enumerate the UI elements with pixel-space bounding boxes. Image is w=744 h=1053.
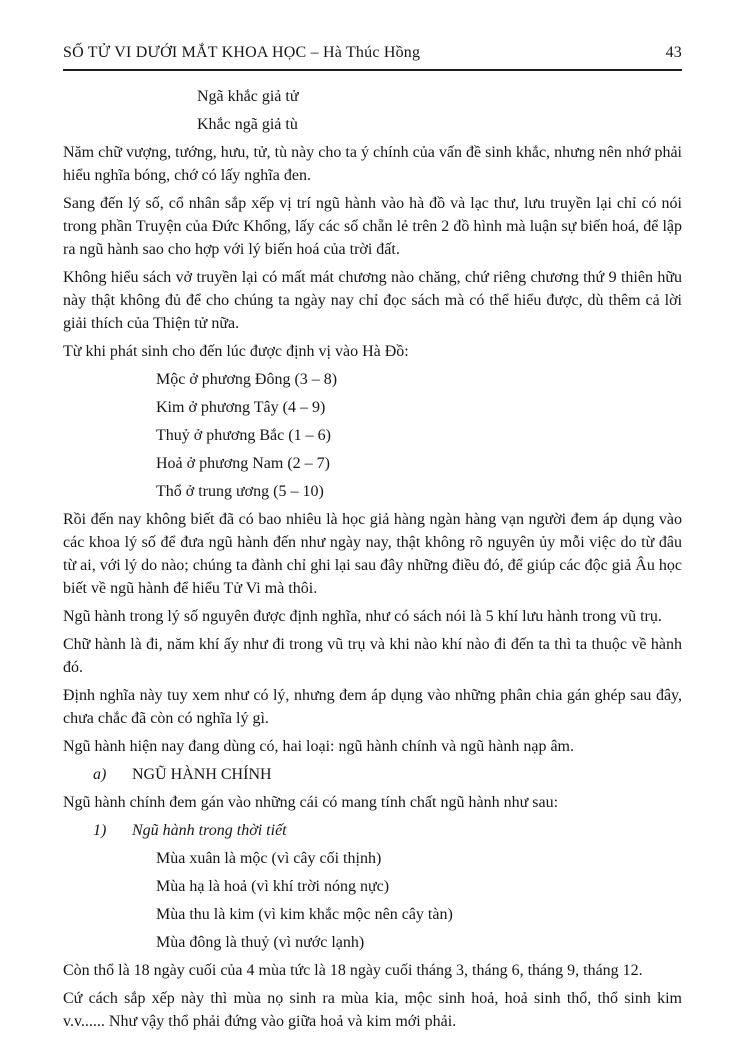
running-head-title: SỐ TỬ VI DƯỚI MẮT KHOA HỌC – Hà Thúc Hồng (63, 44, 421, 61)
couplet-line-2: Khắc ngã giả tù (197, 116, 298, 133)
subsection-heading-1 (63, 819, 682, 842)
couplet-line-1: Ngã khắc giả tử (197, 88, 299, 105)
season-list-item: Mùa hạ là hoả (vì khí trời nóng nực) (156, 878, 390, 895)
paragraph-khong-hieu: Không hiểu sách vở truyền lại có mất mát chương nào chăng, chứ riêng chương thứ 9 thiên hữu này thật không đủ để cho chúng ta ngày nay chỉ đọc sách mà có thể hiểu được, dù thêm cả lời giải thích của Thiện tử nữa. (63, 269, 682, 332)
hado-list-item: Thổ ở trung ương (5 – 10) (156, 483, 324, 500)
hado-list-item: Kim ở phương Tây (4 – 9) (156, 399, 326, 416)
page-header (63, 44, 682, 62)
page-content (63, 85, 682, 1038)
season-list-item: Mùa đông là thuỷ (vì nước lạnh) (156, 934, 365, 951)
paragraph-hai-loai: Ngũ hành hiện nay đang dùng có, hai loại: ngũ hành chính và ngũ hành nạp âm. (63, 738, 574, 755)
paragraph-tu-khi-phat-sinh: Từ khi phát sinh cho đến lúc được định vị vào Hà Đồ: (63, 343, 409, 360)
paragraph-sang-den-ly-so: Sang đến lý số, cổ nhân sắp xếp vị trí ngũ hành vào hà đồ và lạc thư, lưu truyền lại chỉ có nói trong phần Truyện của Đức Khổng, lấy các số chẵn lẻ trên 2 đồ hình mà luận sự biến hoá, để lập ra ngũ hành sao cho hợp với lý biến hoá của trời đất. (63, 195, 682, 258)
paragraph-dinh-nghia-nay: Định nghĩa này tuy xem như có lý, nhưng đem áp dụng vào những phân chia gán ghép sau đây, chưa chắc đã còn có nghĩa lý gì. (63, 687, 682, 727)
hado-list-item: Thuỷ ở phương Bắc (1 – 6) (156, 427, 331, 444)
subsection-1-title: Ngũ hành trong thời tiết (132, 822, 287, 839)
paragraph-cu-cach: Cứ cách sắp xếp này thì mùa nọ sinh ra mùa kia, mộc sinh hoả, hoả sinh thổ, thổ sinh kim v.v...... Như vậy thổ phải đứng vào giữa hoả và kim mới phải. (63, 990, 682, 1030)
paragraph-ngu-hanh-chinh-gan: Ngũ hành chính đem gán vào những cái có mang tính chất ngũ hành như sau: (63, 794, 559, 811)
section-heading-a (63, 763, 682, 786)
paragraph-roi-den-nay: Rồi đến nay không biết đã có bao nhiêu là học giả hàng ngàn hàng vạn người đem áp dụng vào các khoa lý số để đưa ngũ hành đến như ngày nay, thật không rõ nguyên ủy mỗi việc do từ đâu từ ai, với lý do nào; chúng ta đành chỉ ghi lại sau đây những điều đó, để giúp các độc giả Âu học biết về ngũ hành để hiểu Tử Vi mà thôi. (63, 511, 682, 597)
page-number: 43 (665, 44, 682, 61)
section-a-marker: a) (93, 766, 107, 783)
section-a-title: NGŨ HÀNH CHÍNH (132, 766, 272, 783)
paragraph-con-tho: Còn thổ là 18 ngày cuối của 4 mùa tức là 18 ngày cuối tháng 3, tháng 6, tháng 9, tháng 12. (63, 962, 643, 979)
hado-list-item: Hoả ở phương Nam (2 – 7) (156, 455, 331, 472)
subsection-1-marker: 1) (93, 822, 107, 839)
paragraph-dinh-nghia: Ngũ hành trong lý số nguyên được định nghĩa, như có sách nói là 5 khí lưu hành trong vũ trụ. (63, 608, 662, 625)
season-list-item: Mùa xuân là mộc (vì cây cối thịnh) (156, 850, 382, 867)
hado-list-item: Mộc ở phương Đông (3 – 8) (156, 371, 338, 388)
paragraph-chu-hanh: Chữ hành là đi, năm khí ấy như đi trong vũ trụ và khi nào khí nào đi đến ta thì ta thuộc về hành đó. (63, 636, 682, 676)
header-rule (63, 69, 682, 71)
paragraph-vuong-tuong: Năm chữ vượng, tướng, hưu, tử, tù này cho ta ý chính của vấn đề sinh khắc, nhưng nên nhớ phải hiểu nghĩa bóng, chớ có lấy nghĩa đen. (63, 144, 682, 184)
season-list-item: Mùa thu là kim (vì kim khắc mộc nên cây tàn) (156, 906, 453, 923)
